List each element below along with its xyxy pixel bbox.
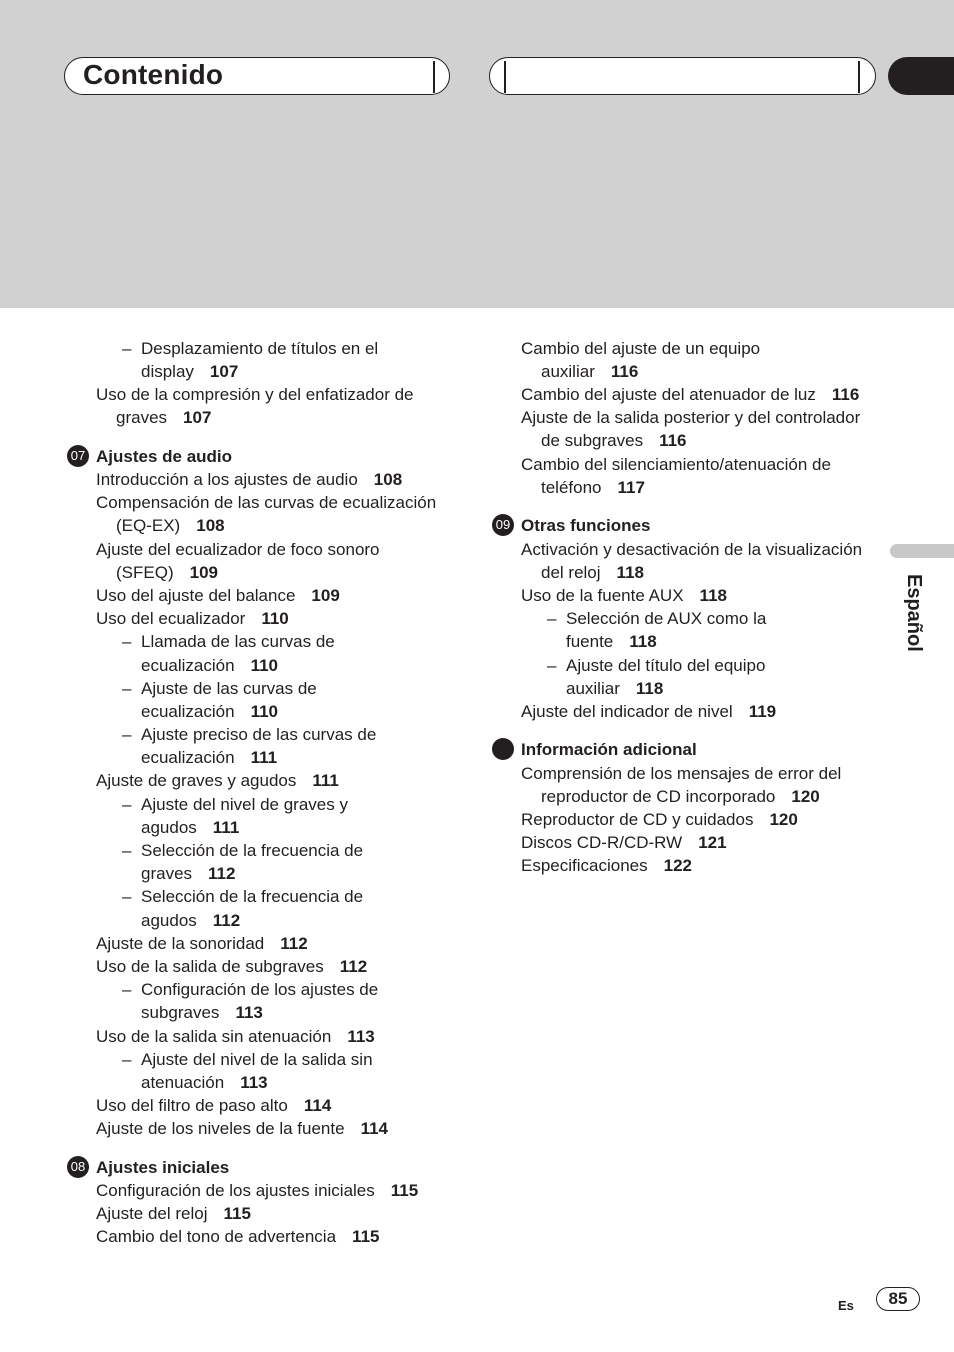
toc-entry-text: teléfono [541,478,602,497]
toc-page-number: 116 [610,362,639,381]
toc-entry[interactable] [521,831,727,854]
toc-page-number: 118 [616,563,644,582]
toc-page-number: 116 [659,431,687,450]
toc-entry[interactable] [141,630,335,653]
header-right-divider-left [504,61,506,93]
toc-page-number: 112 [208,864,236,883]
sub-entry-dash: – [122,339,132,358]
toc-entry-text: ecualización [141,702,235,721]
toc-page-number: 108 [373,470,403,489]
toc-entry-text: fuente [566,632,614,651]
toc-page-number: 119 [748,702,777,721]
toc-page-number: 112 [212,911,241,930]
toc-page-number: 120 [791,787,820,806]
toc-entry[interactable] [141,360,238,383]
toc-page-number: 115 [223,1204,251,1223]
toc-entry-text: Activación y desactivación de la visualización [521,540,863,559]
toc-entry-text: (EQ-EX) [116,516,181,535]
toc-entry-text: display [141,362,194,381]
toc-page-number: 107 [209,362,239,381]
toc-entry[interactable] [566,607,766,630]
toc-page-number: 114 [303,1096,332,1115]
sub-entry-dash: – [122,679,132,698]
toc-entry[interactable] [96,491,436,514]
toc-page-number: 116 [831,385,860,404]
toc-entry[interactable] [521,337,760,360]
toc-page-number: 108 [196,516,225,535]
toc-entry-text: Ajuste del indicador de nivel [521,702,733,721]
toc-entry-text: del reloj [541,563,601,582]
toc-entry-text: Ajuste de graves y agudos [96,771,297,790]
toc-entry[interactable] [541,561,644,584]
toc-entry[interactable] [141,746,277,769]
sub-entry-dash: – [547,609,557,628]
toc-entry[interactable] [141,654,278,677]
toc-entry[interactable] [141,1001,263,1024]
toc-entry[interactable] [96,1225,379,1248]
toc-entry[interactable] [96,932,308,955]
title-box [64,57,450,95]
toc-entry-text: Introducción a los ajustes de audio [96,470,358,489]
toc-entry[interactable] [521,584,727,607]
toc-entry[interactable] [541,360,638,383]
toc-entry[interactable] [96,1094,331,1117]
toc-entry[interactable] [96,1179,418,1202]
header-right-box [489,57,876,95]
toc-page-number: 110 [261,609,289,628]
toc-entry-text: graves [141,864,193,883]
sub-entry-dash: – [547,656,557,675]
toc-entry-text: Discos CD-R/CD-RW [521,833,683,852]
sub-entry-dash: – [122,1050,132,1069]
toc-entry-text: Ajuste del ecualizador de foco sonoro [96,540,380,559]
toc-page-number: 118 [635,679,664,698]
toc-entry[interactable] [566,654,765,677]
toc-page-number: 110 [250,656,278,675]
toc-entry-text: de subgraves [541,431,644,450]
toc-page-number: 110 [250,702,278,721]
toc-entry[interactable] [141,909,240,932]
toc-entry-text: Cambio del ajuste de un equipo [521,339,761,358]
toc-entry[interactable] [521,383,859,406]
toc-entry-text: Llamada de las curvas de [141,632,335,651]
footer-language-code: Es [838,1298,854,1313]
toc-entry[interactable] [541,785,820,808]
toc-entry-text: Ajuste preciso de las curvas de [141,725,377,744]
toc-page-number: 113 [347,1027,375,1046]
toc-entry-text: Desplazamiento de títulos en el [141,339,379,358]
toc-page-number: 121 [698,833,727,852]
header-band [0,0,954,308]
toc-entry[interactable] [116,406,211,429]
toc-entry[interactable] [521,453,831,476]
toc-entry[interactable] [521,854,692,877]
toc-entry-text: Ajuste del reloj [96,1204,208,1223]
toc-entry[interactable] [96,769,339,792]
toc-entry-text: Reproductor de CD y cuidados [521,810,754,829]
page-title: Contenido [83,59,224,90]
toc-entry-text: agudos [141,818,197,837]
toc-entry-text: Configuración de los ajustes iniciales [96,1181,375,1200]
section-number-badge: 09 [492,514,514,536]
toc-entry-text: Ajuste de las curvas de [141,679,317,698]
toc-entry-text: Ajuste de la sonoridad [96,934,265,953]
toc-entry-text: Selección de la frecuencia de [141,887,364,906]
toc-page-number: 117 [617,478,645,497]
toc-entry-text: Uso de la fuente AUX [521,586,684,605]
toc-entry[interactable] [96,1117,388,1140]
toc-entry-text: Ajuste del nivel de graves y [141,795,348,814]
page-number: 85 [876,1287,920,1311]
toc-entry[interactable] [521,808,798,831]
toc-entry-text: ecualización [141,656,235,675]
section-heading[interactable]: Ajustes iniciales [96,1158,230,1177]
toc-entry-text: ecualización [141,748,235,767]
toc-entry-text: Uso del filtro de paso alto [96,1096,288,1115]
toc-entry[interactable] [96,383,414,406]
toc-page-number: 111 [312,771,339,790]
toc-page-number: 115 [352,1227,380,1246]
toc-entry[interactable] [521,406,860,429]
toc-entry[interactable] [141,700,278,723]
toc-page-number: 111 [212,818,240,837]
toc-entry[interactable] [566,630,657,653]
toc-entry[interactable] [141,337,378,360]
toc-entry[interactable] [141,723,376,746]
toc-entry-text: Especificaciones [521,856,648,875]
toc-entry[interactable] [141,839,363,862]
toc-entry[interactable] [141,885,363,908]
toc-entry-text: subgraves [141,1003,220,1022]
toc-entry-text: graves [116,408,168,427]
toc-page-number: 122 [663,856,692,875]
title-box-divider [433,61,435,93]
toc-page-number: 114 [360,1119,388,1138]
toc-page-number: 113 [235,1003,263,1022]
toc-page-number: 109 [189,563,218,582]
toc-page-number: 115 [390,1181,419,1200]
toc-entry-text: Comprensión de los mensajes de error del [521,764,842,783]
toc-page-number: 111 [250,748,278,767]
toc-page-number: 112 [280,934,308,953]
toc-page-number: 107 [183,408,212,427]
toc-entry[interactable] [141,1048,373,1071]
toc-entry[interactable] [141,862,235,885]
section-heading[interactable]: Otras funciones [521,516,651,535]
toc-entry-text: Ajuste del título del equipo [566,656,766,675]
toc-entry-text: Ajuste de la salida posterior y del controlador [521,408,861,427]
toc-entry[interactable] [141,1071,268,1094]
sub-entry-dash: – [122,887,132,906]
toc-entry-text: Compensación de las curvas de ecualización [96,493,437,512]
section-heading[interactable]: Ajustes de audio [96,447,233,466]
toc-page-number: 120 [769,810,798,829]
header-black-tab [888,57,954,95]
toc-entry[interactable] [96,1025,375,1048]
section-number-badge: 08 [67,1156,89,1178]
toc-entry-text: Selección de AUX como la [566,609,767,628]
toc-entry[interactable] [141,978,378,1001]
toc-entry-text: agudos [141,911,197,930]
toc-entry[interactable] [116,514,225,537]
toc-entry-text: auxiliar [541,362,595,381]
toc-entry-text: (SFEQ) [116,563,174,582]
sub-entry-dash: – [122,795,132,814]
toc-entry[interactable] [96,468,402,491]
toc-entry[interactable] [541,429,687,452]
toc-entry[interactable] [96,584,340,607]
toc-entry[interactable] [96,955,367,978]
sub-entry-dash: – [122,841,132,860]
toc-entry-text: auxiliar [566,679,620,698]
toc-page-number: 118 [629,632,657,651]
toc-entry[interactable] [141,677,317,700]
toc-entry[interactable] [96,1202,251,1225]
toc-entry-text: Uso del ajuste del balance [96,586,296,605]
toc-entry-text: Selección de la frecuencia de [141,841,364,860]
toc-entry-text: Cambio del silenciamiento/atenuación de [521,455,831,474]
toc-entry[interactable] [541,476,645,499]
toc-entry[interactable] [96,607,289,630]
toc-entry-text: Uso del ecualizador [96,609,246,628]
toc-entry-text: Cambio del tono de advertencia [96,1227,337,1246]
toc-entry-text: Uso de la salida sin atenuación [96,1027,332,1046]
sub-entry-dash: – [122,632,132,651]
toc-entry-text: Ajuste del nivel de la salida sin [141,1050,373,1069]
section-number-badge: 07 [67,445,89,467]
toc-entry[interactable] [141,793,348,816]
toc-entry[interactable] [141,816,239,839]
toc-page-number: 109 [311,586,340,605]
language-tab-label: Español [903,574,925,652]
toc-entry[interactable] [566,677,663,700]
section-number-badge [492,738,514,760]
toc-entry-text: Uso de la salida de subgraves [96,957,324,976]
toc-entry-text: Cambio del ajuste del atenuador de luz [521,385,816,404]
toc-entry[interactable] [116,561,218,584]
toc-entry[interactable] [521,538,862,561]
toc-entry-text: Configuración de los ajustes de [141,980,379,999]
toc-entry-text: Ajuste de los niveles de la fuente [96,1119,345,1138]
toc-entry[interactable] [96,538,380,561]
toc-page-number: 112 [339,957,368,976]
toc-page-number: 118 [699,586,727,605]
toc-entry[interactable] [521,700,776,723]
sub-entry-dash: – [122,980,132,999]
toc-entry-text: atenuación [141,1073,225,1092]
toc-page-number: 113 [240,1073,268,1092]
sub-entry-dash: – [122,725,132,744]
language-tab-marker [890,544,954,558]
toc-entry-text: reproductor de CD incorporado [541,787,776,806]
section-heading[interactable]: Información adicional [521,740,697,759]
toc-entry[interactable] [521,762,841,785]
header-right-divider-right [858,61,860,93]
toc-entry-text: Uso de la compresión y del enfatizador de [96,385,414,404]
